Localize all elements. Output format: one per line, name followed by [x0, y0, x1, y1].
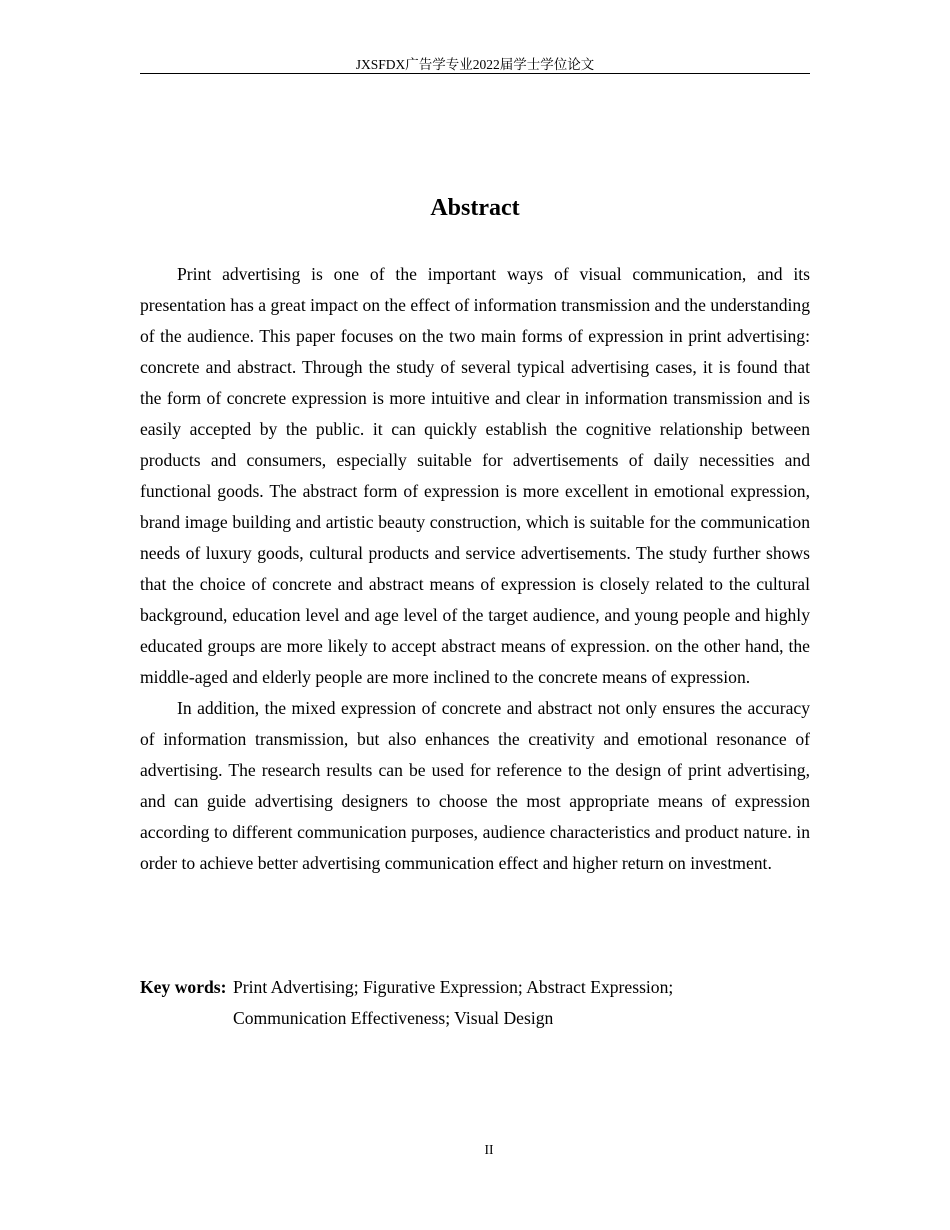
abstract-paragraph-2: In addition, the mixed expression of concrete and abstract not only ensures the accuracy of information transmission, but also enhances the creativity and emotional resonance of advertising. The research results can be used for reference to the design of print advertising, and can guide advertising designers to choose the most appropriate means of expression according to different communication purposes, audience characteristics and product nature. in order to achieve better advertising communication effect and higher return on investment. — [140, 698, 810, 873]
running-header: JXSFDX广告学专业2022届学士学位论文 — [355, 57, 595, 72]
keywords-line-2 — [140, 1003, 810, 1034]
keywords-values-1: Print Advertising; Figurative Expression; Abstract Expression; — [233, 977, 674, 997]
keywords-block — [140, 972, 810, 1034]
keywords-values-2: Communication Effectiveness; Visual Design — [233, 1008, 554, 1028]
keywords-label: Key words: — [140, 977, 227, 997]
page-number: II — [484, 1142, 494, 1157]
keywords-line-1 — [140, 972, 810, 1003]
header-rule — [140, 73, 810, 74]
abstract-paragraph-1: Print advertising is one of the important ways of visual communication, and its presentation has a great impact on the effect of information transmission and the understanding of the audience. This paper focuses on the two main forms of expression in print advertising: concrete and abstract. Through the study of several typical advertising cases, it is found that the form of concrete expression is more intuitive and clear in information transmission and is easily accepted by the public. it can quickly establish the cognitive relationship between products and consumers, especially suitable for advertisements of daily necessities and functional goods. The abstract form of expression is more excellent in emotional expression, brand image building and artistic beauty construction, which is suitable for the communication needs of luxury goods, cultural products and service advertisements. The study further shows that the choice of concrete and abstract means of expression is closely related to the cultural background, education level and age level of the target audience, and young people and highly educated groups are more likely to accept abstract means of expression. on the other hand, the middle-aged and elderly people are more inclined to the concrete means of expression. — [140, 264, 810, 687]
keywords-indent — [140, 1003, 233, 1034]
abstract-body — [140, 259, 810, 879]
page-title: Abstract — [430, 195, 520, 221]
